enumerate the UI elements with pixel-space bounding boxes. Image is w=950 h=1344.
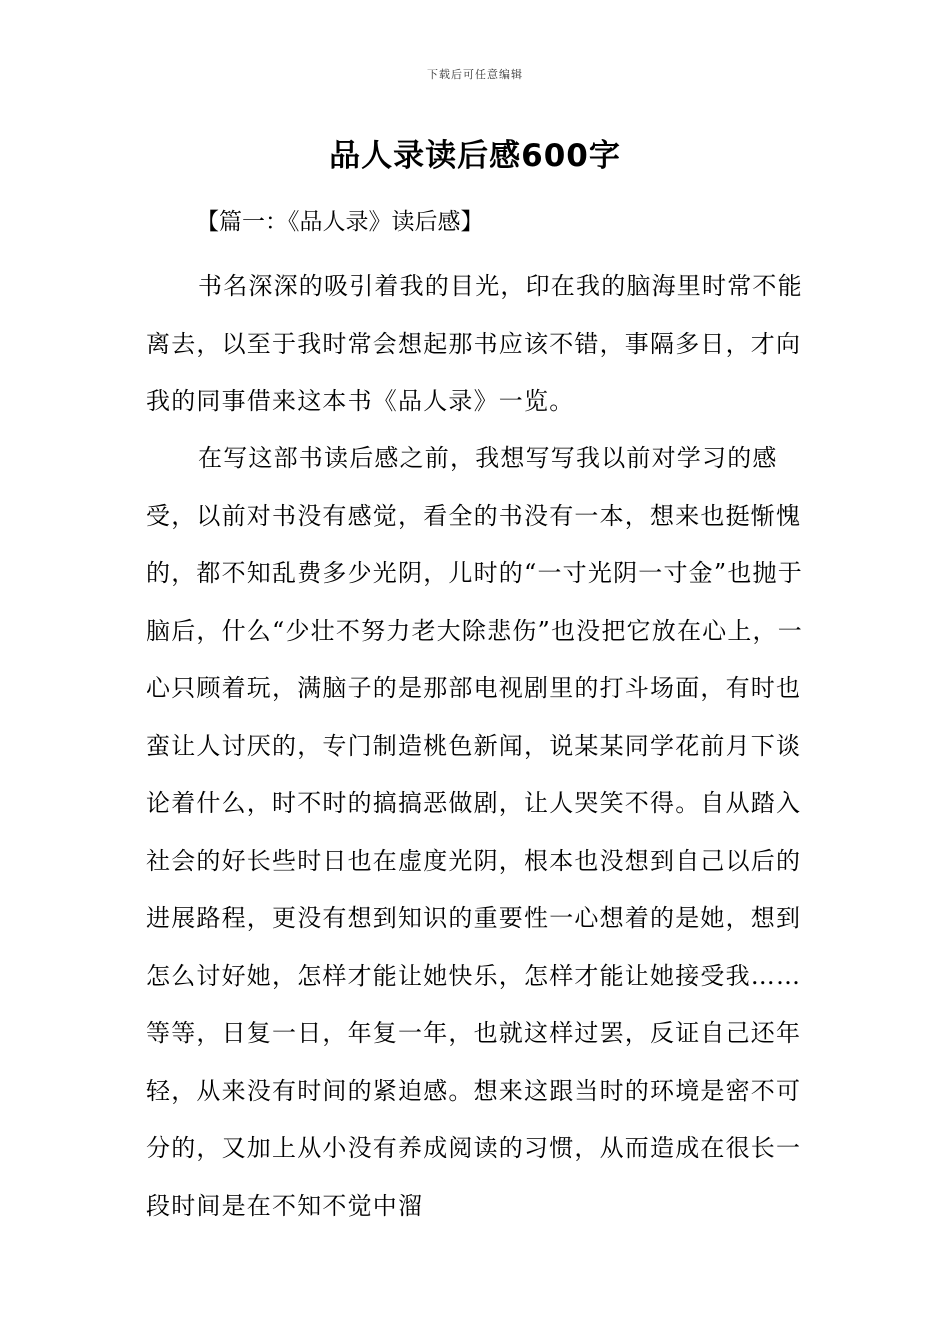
body-paragraph-1 <box>146 258 810 431</box>
document-title: 品人录读后感600字 <box>329 138 621 174</box>
header-note: 下载后可任意编辑 <box>427 68 523 81</box>
paragraph-text: 书名深深的吸引着我的目光，印在我的脑海里时常不能离去，以至于我时常会想起那书应该不错，事隔多日，才向我的同事借来这本书《品人录》一览。 <box>146 272 803 415</box>
paragraph-text: 在写这部书读后感之前，我想写写我以前对学习的感受，以前对书没有感觉，看全的书没有一本，想来也挺惭愧的，都不知乱费多少光阴，儿时的“一寸光阴一寸金”也抛于脑后，什么“少壮不努力老大除悲伤”也没把它放在心上，一心只顾着玩，满脑子的是那部电视剧里的打斗场面，有时也蛮让人讨厌的，专门制造桃色新闻，说某某同学花前月下谈论着什么，时不时的搞搞恶做剧，让人哭笑不得。自从踏入社会的好长些时日也在虚度光阴，根本也没想到自己以后的进展路程，更没有想到知识的重要性一心想着的是她，想到怎么讨好她，怎样才能让她快乐，怎样才能让她接受我……等等，日复一日，年复一年，也就这样过罢，反证自己还年轻，从来没有时间的紧迫感。想来这跟当时的环境是密不可分的，又加上从小没有养成阅读的习惯，从而造成在很长一段时间是在不知不觉中溜 <box>146 444 803 1220</box>
section-heading: 【篇一：《品人录》读后感】 <box>196 209 484 235</box>
body-paragraph-2 <box>146 430 810 1235</box>
